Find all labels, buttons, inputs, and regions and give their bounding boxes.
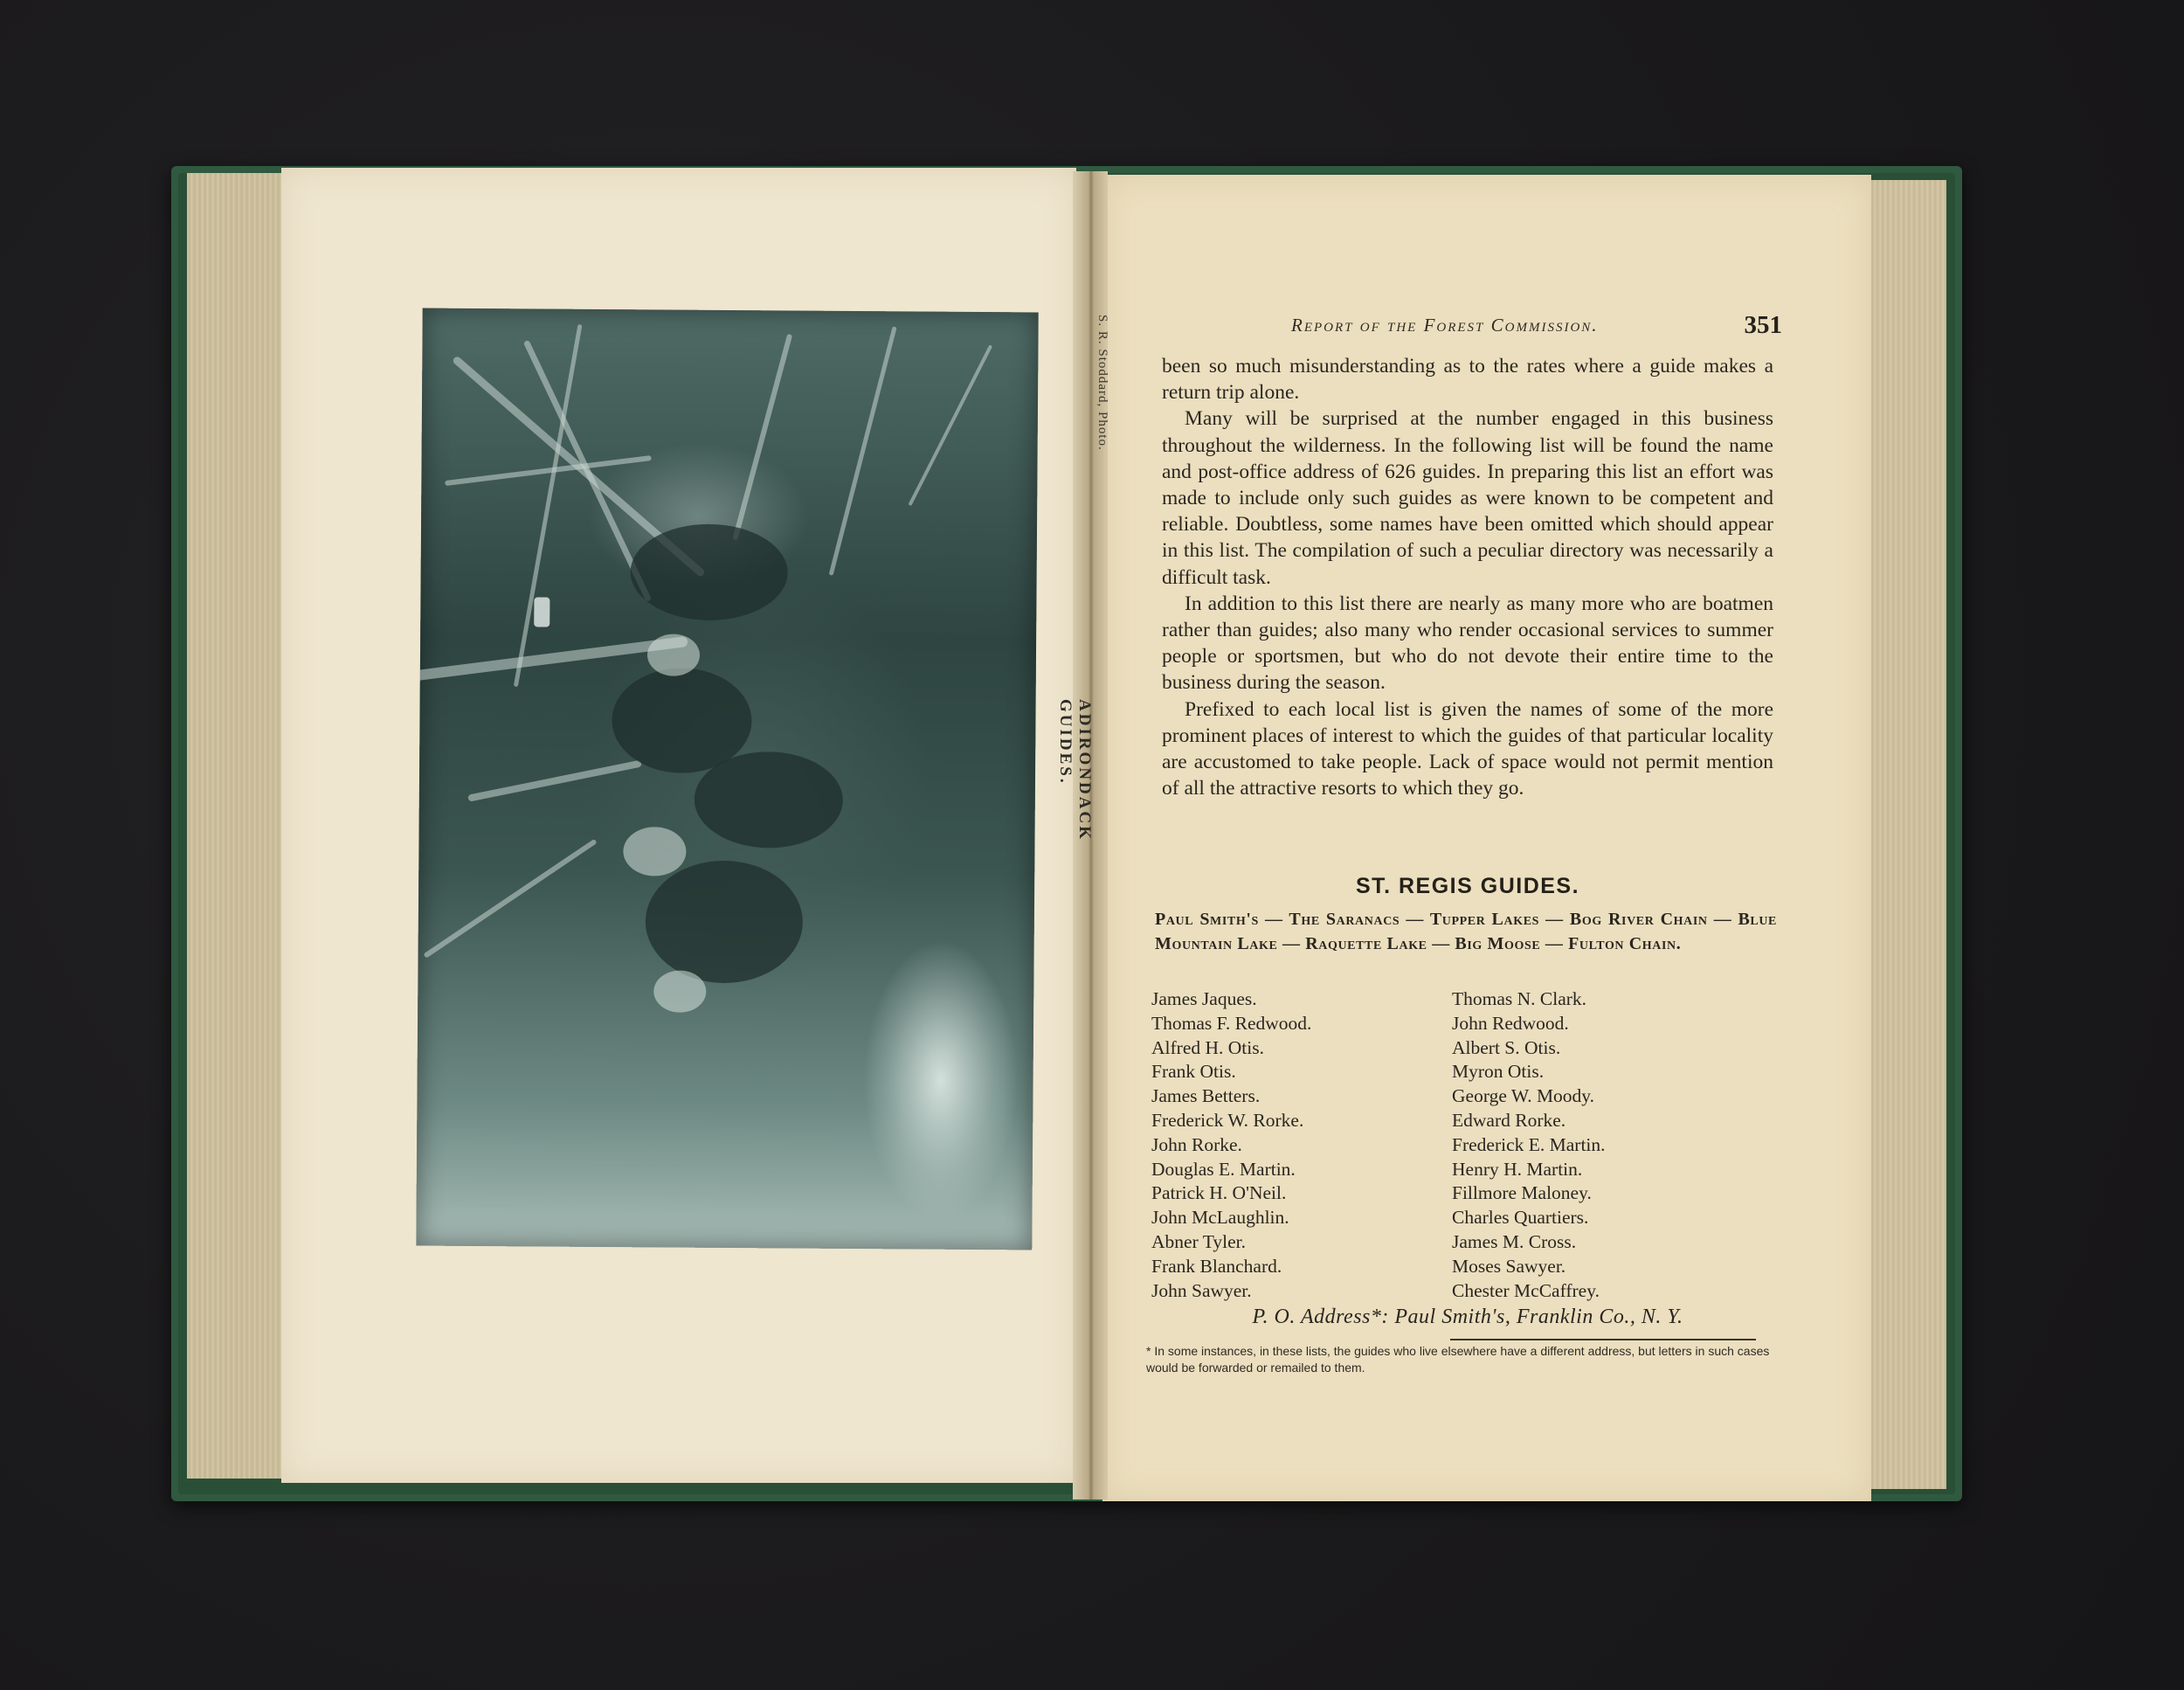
guide-name: James M. Cross. [1452, 1230, 1577, 1252]
guide-name: John Sawyer. [1151, 1279, 1252, 1301]
post-office-address: P. O. Address*: Paul Smith's, Franklin Co., N. Y. [1252, 1306, 1683, 1328]
guide-name: Fillmore Maloney. [1452, 1182, 1592, 1204]
guide-name: John McLaughlin. [1151, 1207, 1289, 1229]
guide-name: Moses Sawyer. [1452, 1255, 1566, 1277]
guide-name: James Jaques. [1151, 988, 1257, 1009]
guide-name: Albert S. Otis. [1452, 1036, 1561, 1058]
guide-name: James Betters. [1151, 1085, 1261, 1107]
guide-name: Frank Blanchard. [1151, 1255, 1282, 1277]
guide-name: Patrick H. O'Neil. [1151, 1182, 1287, 1204]
photograph-scene [416, 308, 1038, 1250]
guide-name: Abner Tyler. [1151, 1230, 1246, 1252]
guide-name: John Redwood. [1452, 1012, 1569, 1034]
guide-name: Henry H. Martin. [1452, 1158, 1583, 1180]
paragraph: In addition to this list there are nearly as many more who are boatmen rather than guides; also many who render occasional services to summer people or sportsmen, but who do not devote their entire time to the business during the season. [1162, 592, 1773, 695]
guide-name: Myron Otis. [1452, 1061, 1545, 1083]
running-head: Report of the Forest Commission. [1291, 315, 1599, 336]
footnote: * In some instances, in these lists, the guides who live elsewhere have a different address, but letters in such cases would be forwarded or remailed to them. [1146, 1344, 1770, 1375]
plate-caption: ADIRONDACK GUIDES. [1056, 699, 1094, 842]
guide-name: Edward Rorke. [1452, 1109, 1566, 1131]
guide-name: Thomas N. Clark. [1452, 988, 1587, 1009]
footnote-rule [1450, 1339, 1756, 1340]
guide-name: Charles Quartiers. [1452, 1207, 1589, 1229]
paragraph: Many will be surprised at the number engaged in this business throughout the wilderness. In the following list will be found the name and post-office address of 626 guides. In preparing this list an effort was made to include only such guides as were known to be competent and reliable. Doubtless, some names have been omitted which should appear in this list. The compilation of such a peculiar directory was necessarily a difficult task. [1162, 407, 1773, 589]
guides-campfire-photograph [416, 308, 1038, 1250]
guides-list-left [1151, 987, 1413, 1303]
guide-name: Frederick E. Martin. [1452, 1133, 1606, 1155]
paragraph: Prefixed to each local list is given the names of some of the more prominent places of interest to which the guides of that particular locality are accustomed to take people. Lack of space would not permit mention of all the attractive resorts to which they go. [1162, 697, 1773, 800]
guide-name: Frederick W. Rorke. [1151, 1109, 1304, 1131]
guide-name: Douglas E. Martin. [1151, 1158, 1296, 1180]
guide-name: Thomas F. Redwood. [1151, 1012, 1312, 1034]
places-list: Paul Smith's — The Saranacs — Tupper Lakes — Bog River Chain — Blue Mountain Lake — Raquette Lake — Big Moose — Fulton Chain. [1155, 910, 1777, 953]
guide-name: Chester McCaffrey. [1452, 1279, 1600, 1301]
photo-credit: S. R. Stoddard, Photo. [1095, 315, 1109, 451]
guide-name: Frank Otis. [1151, 1061, 1236, 1083]
guide-name: Alfred H. Otis. [1151, 1036, 1264, 1058]
guides-list-right [1452, 987, 1714, 1303]
body-text [1162, 353, 1773, 801]
page-number: 351 [1744, 311, 1782, 339]
guide-name: George W. Moody. [1452, 1085, 1595, 1107]
section-title: ST. REGIS GUIDES. [1355, 874, 1580, 898]
guide-name: John Rorke. [1151, 1133, 1242, 1155]
paragraph: been so much misunderstanding as to the rates where a guide makes a return trip alone. [1162, 355, 1773, 405]
